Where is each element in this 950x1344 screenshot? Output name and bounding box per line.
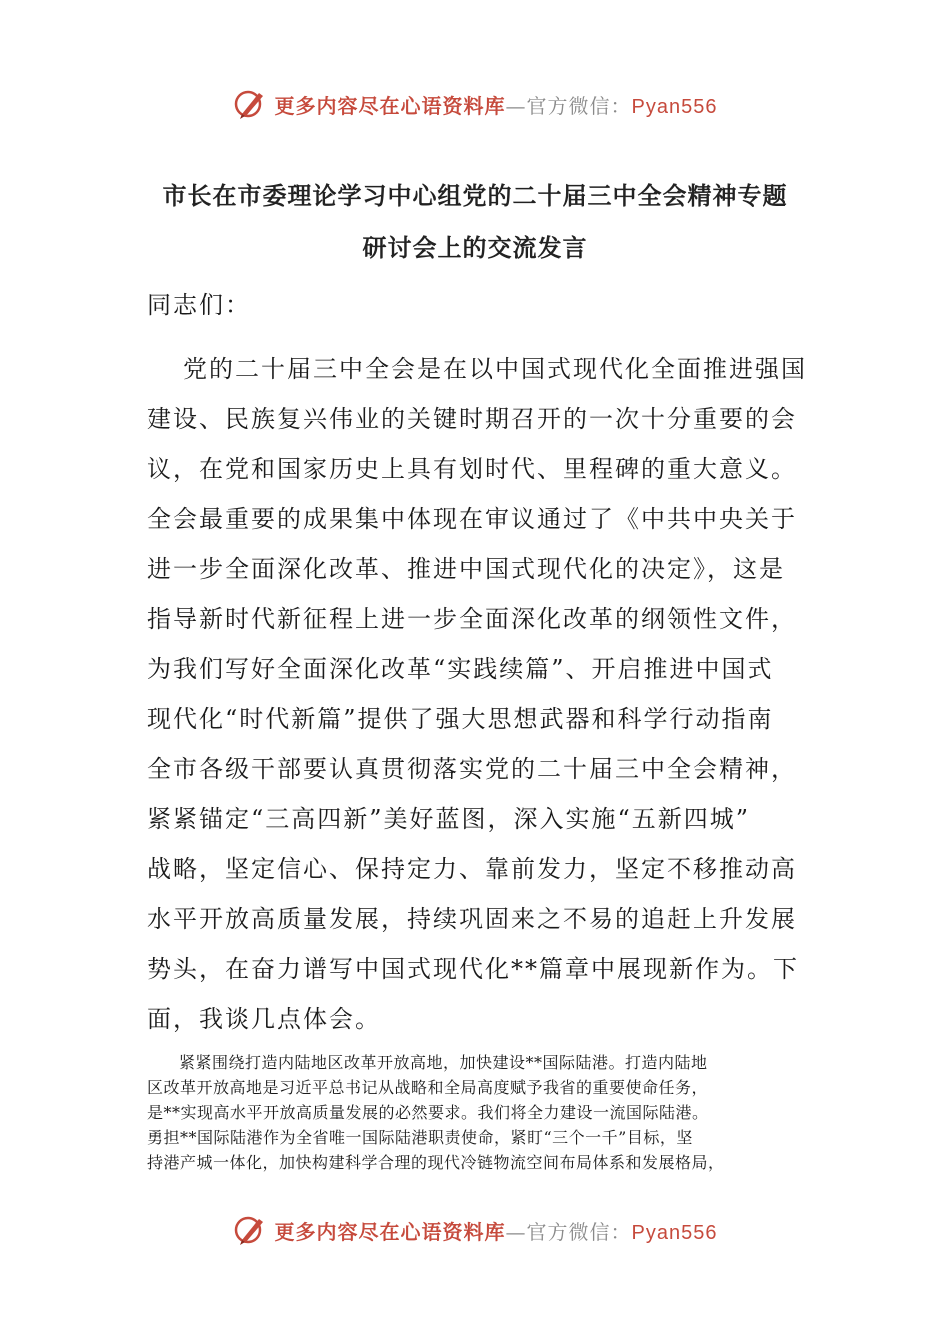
body-line: 势头，在奋力谱写中国式现代化**篇章中展现新作为。下 [147,955,799,983]
section-line: 紧紧围绕打造内陆地区改革开放高地，加快建设**国际陆港。打造内陆地 [179,1053,708,1072]
footer-watermark-banner [0,1210,950,1250]
body-line: 指导新时代新征程上进一步全面深化改革的纲领性文件， [147,605,797,633]
body-line: 水平开放高质量发展，持续巩固来之不易的追赶上升发展 [147,905,797,933]
body-line: 面，我谈几点体会。 [147,1005,381,1033]
header-watermark-banner [0,84,950,124]
section-line: 持港产城一体化，加快构建科学合理的现代冷链物流空间布局体系和发展格局， [147,1153,725,1172]
banner-main-text: 更多内容尽在心语资料库 [274,1219,506,1244]
body-line: 党的二十届三中全会是在以中国式现代化全面推进强国 [183,355,807,383]
banner-text [275,1216,718,1245]
banner-text [275,90,718,119]
body-paragraph [147,344,807,1044]
banner-wechat-id: Pyan556 [631,1221,718,1244]
document-title [140,170,810,274]
body-line: 全市各级干部要认真贯彻落实党的二十届三中全会精神， [147,755,797,783]
body-line: 全会最重要的成果集中体现在审议通过了《中共中央关于 [147,505,797,533]
salutation: 同志们： [147,291,251,319]
body-line: 现代化“时代新篇”提供了强大思想武器和科学行动指南 [147,705,774,733]
body-line: 紧紧锚定“三高四新”美好蓝图，深入实施“五新四城” [147,805,751,833]
body-line: 战略，坚定信心、保持定力、靠前发力，坚定不移推动高 [147,855,797,883]
section-line: 区改革开放高地是习近平总书记从战略和全局高度赋予我省的重要使命任务， [147,1078,709,1097]
pen-circle-logo-icon [233,87,267,121]
section-line: 是**实现高水平开放高质量发展的必然要求。我们将全力建设一流国际陆港。 [147,1103,709,1122]
banner-main-text: 更多内容尽在心语资料库 [274,93,506,118]
body-line: 为我们写好全面深化改革“实践续篇”、开启推进中国式 [147,655,774,683]
pen-circle-logo-icon [233,1213,267,1247]
section-line: 勇担**国际陆港作为全省唯一国际陆港职责使命，紧盯“三个一千”目标，坚 [147,1128,693,1147]
body-line: 议，在党和国家历史上具有划时代、里程碑的重大意义。 [147,455,797,483]
banner-official-label: 官方微信： [526,93,632,118]
section-paragraph [147,1050,815,1175]
body-line: 进一步全面深化改革、推进中国式现代化的决定》，这是 [147,555,785,583]
body-line: 建设、民族复兴伟业的关键时期召开的一次十分重要的会 [147,405,797,433]
title-line: 市长在市委理论学习中心组党的二十届三中全会精神专题 [162,181,788,210]
banner-separator: — [505,93,527,118]
banner-wechat-id: Pyan556 [631,95,718,118]
banner-official-label: 官方微信： [526,1219,632,1244]
title-line: 研讨会上的交流发言 [362,233,588,262]
banner-separator: — [505,1219,527,1244]
